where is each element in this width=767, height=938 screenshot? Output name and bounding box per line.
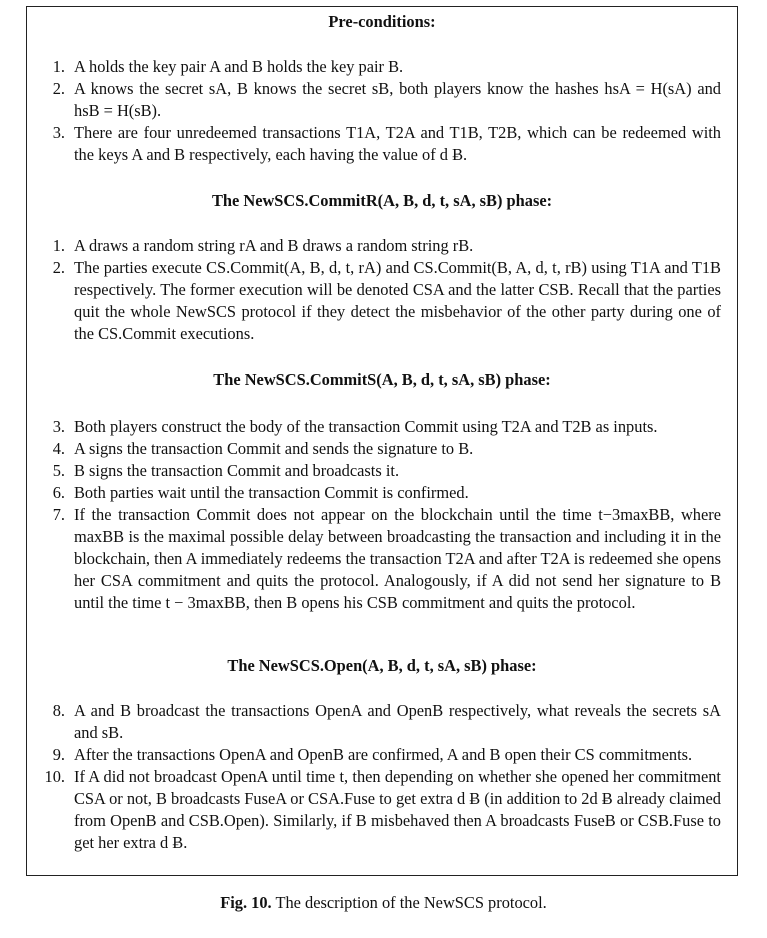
protocol-box [26,6,738,876]
list-item: 4. A signs the transaction Commit and sends the signature to B. [52,439,474,458]
commit-r-list [27,235,737,345]
caption-label: Fig. 10. [220,893,272,912]
list-item: 5. B signs the transaction Commit and broadcasts it. [52,461,400,480]
section-heading-preconditions: Pre-conditions: [328,12,436,31]
list-item: 2. A knows the secret sA, B knows the secret sB, both players know the hashes hsA = H(sA) and hsB = H(sB). [52,79,721,120]
section-heading-commit-r: The NewSCS.CommitR(A, B, d, t, sA, sB) phase: [211,191,553,210]
preconditions-list [27,56,737,166]
list-item: 6. Both parties wait until the transaction Commit is confirmed. [52,483,469,502]
list-item: 7. If the transaction Commit does not appear on the blockchain until the time t−3maxBB, where maxBB is the maximal possible delay between broadcasting the transaction and including it in the blockchain, then A immediately redeems the transaction T2A and after T2A is redeemed she opens her CSA commitment and quits the protocol. Analogously, if A did not send her signature to B until the time t − 3maxBB, then B opens his CSB commitment and quits the protocol. [52,505,721,612]
list-item: 8. A and B broadcast the transactions OpenA and OpenB respectively, what reveals the secrets sA and sB. [52,701,721,742]
figure-caption [0,892,767,914]
list-item: 2. The parties execute CS.Commit(A, B, d, t, rA) and CS.Commit(B, A, d, t, rB) using T1A and T1B respectively. The former execution will be denoted CSA and the latter CSB. Recall that the parties quit the whole NewSCS protocol if they detect the misbehavior of the other party during one of the CS.Commit executions. [52,258,721,343]
list-item: 10. If A did not broadcast OpenA until time t, then depending on whether she opened her commitment CSA or not, B broadcasts FuseA or CSA.Fuse to get extra d Ƀ (in addition to 2d Ƀ already claimed from OpenB and CSB.Open). Similarly, if B misbehaved then A broadcasts FuseB or CSB.Fuse to get her extra d Ƀ. [44,767,721,852]
section-heading-commit-s: The NewSCS.CommitS(A, B, d, t, sA, sB) phase: [213,370,551,389]
list-item: 3. Both players construct the body of the transaction Commit using T2A and T2B as inputs. [52,417,658,436]
list-item: 3. There are four unredeemed transactions T1A, T2A and T1B, T2B, which can be redeemed with the keys A and B respectively, each having the value of d Ƀ. [52,123,721,164]
open-list [27,700,737,854]
list-item: 9. After the transactions OpenA and OpenB are confirmed, A and B open their CS commitments. [52,745,693,764]
list-item: 1. A draws a random string rA and B draws a random string rB. [52,236,474,255]
commit-s-list [27,416,737,614]
section-heading-open: The NewSCS.Open(A, B, d, t, sA, sB) phase: [227,656,537,675]
list-item: 1. A holds the key pair A and B holds the key pair B. [52,57,404,76]
caption-text: The description of the NewSCS protocol. [275,893,547,912]
